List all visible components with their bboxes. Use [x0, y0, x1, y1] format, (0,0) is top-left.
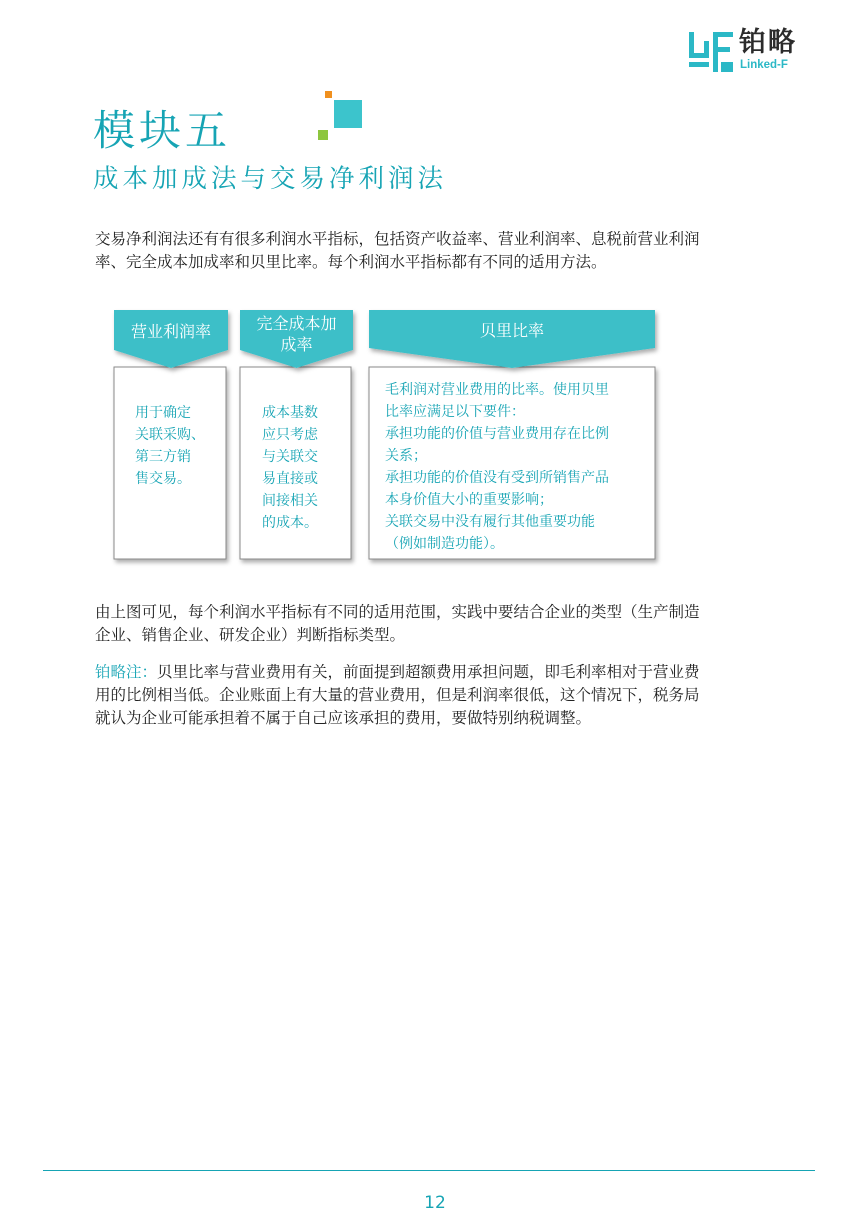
column-2-text-line: 易直接或: [262, 471, 318, 487]
column-1-text-line: 售交易。: [135, 471, 191, 487]
column-1-header-line: 营业利润率: [130, 322, 211, 341]
column-3-text-line: 关联交易中没有履行其他重要功能: [385, 514, 595, 530]
column-3-header: [369, 320, 655, 341]
column-3-text-line: 比率应满足以下要件：: [385, 404, 525, 420]
conclusion-paragraph: [95, 601, 777, 647]
column-3-text-line: 承担功能的价值没有受到所销售产品: [385, 470, 609, 486]
column-3-text: [385, 379, 647, 555]
column-1-text-line: 用于确定: [135, 405, 191, 421]
column-3-text-line: 本身价值大小的重要影响；: [385, 492, 553, 508]
column-1-text-line: 关联采购、: [135, 427, 205, 443]
column-1-text: [135, 402, 219, 490]
column-2-text-line: 间接相关: [262, 493, 318, 509]
module-title: 模块五: [93, 106, 232, 155]
column-1-header: [114, 321, 228, 342]
note-line: [95, 661, 777, 684]
module-subtitle: 成本加成法与交易净利润法: [93, 164, 448, 194]
column-3-text-line: （例如制造功能）。: [385, 536, 504, 552]
column-3-header-line: 贝里比率: [479, 321, 544, 340]
logo-name-cn: 铂略: [739, 27, 797, 58]
column-2-text-line: 的成本。: [262, 515, 318, 531]
column-2-text: [262, 402, 346, 534]
logo-name-en: Linked-F: [740, 59, 788, 71]
column-2-header-line: 成率: [280, 335, 313, 354]
note-text: 贝里比率与营业费用有关，前面提到超额费用承担问题，即毛利率相对于营业费: [157, 663, 700, 681]
note-prefix: 铂略注：: [95, 663, 158, 681]
note-line: 就认为企业可能承担着不属于自己应该承担的费用，要做特别纳税调整。: [95, 709, 592, 727]
note-line: 用的比例相当低。企业账面上有大量的营业费用，但是利润率很低，这个情况下，税务局: [95, 686, 700, 704]
conclusion-line: 企业、销售企业、研发企业）判断指标类型。: [95, 626, 406, 644]
conclusion-line: 由上图可见，每个利润水平指标有不同的适用范围，实践中要结合企业的类型（生产制造: [95, 603, 700, 621]
column-3-text-line: 毛利润对营业费用的比率。使用贝里: [385, 382, 609, 398]
page-number: 12: [424, 1193, 446, 1213]
column-2-text-line: 与关联交: [262, 449, 318, 465]
column-2-text-line: 应只考虑: [262, 427, 318, 443]
note-paragraph: [95, 661, 777, 730]
column-3-text-line: 关系；: [385, 448, 427, 464]
profit-indicator-diagram: [0, 0, 850, 600]
intro-line: 交易净利润法还有有很多利润水平指标，包括资产收益率、营业利润率、息税前营业利润: [95, 230, 700, 248]
intro-line: 率、完全成本加成率和贝里比率。每个利润水平指标都有不同的适用方法。: [95, 253, 607, 271]
column-1-text-line: 第三方销: [135, 449, 191, 465]
column-2-header-line: 完全成本加: [256, 314, 337, 333]
footer-divider: [43, 1170, 815, 1171]
column-2-text-line: 成本基数: [262, 405, 318, 421]
column-2-header: [240, 313, 353, 355]
column-3-text-line: 承担功能的价值与营业费用存在比例: [385, 426, 609, 442]
